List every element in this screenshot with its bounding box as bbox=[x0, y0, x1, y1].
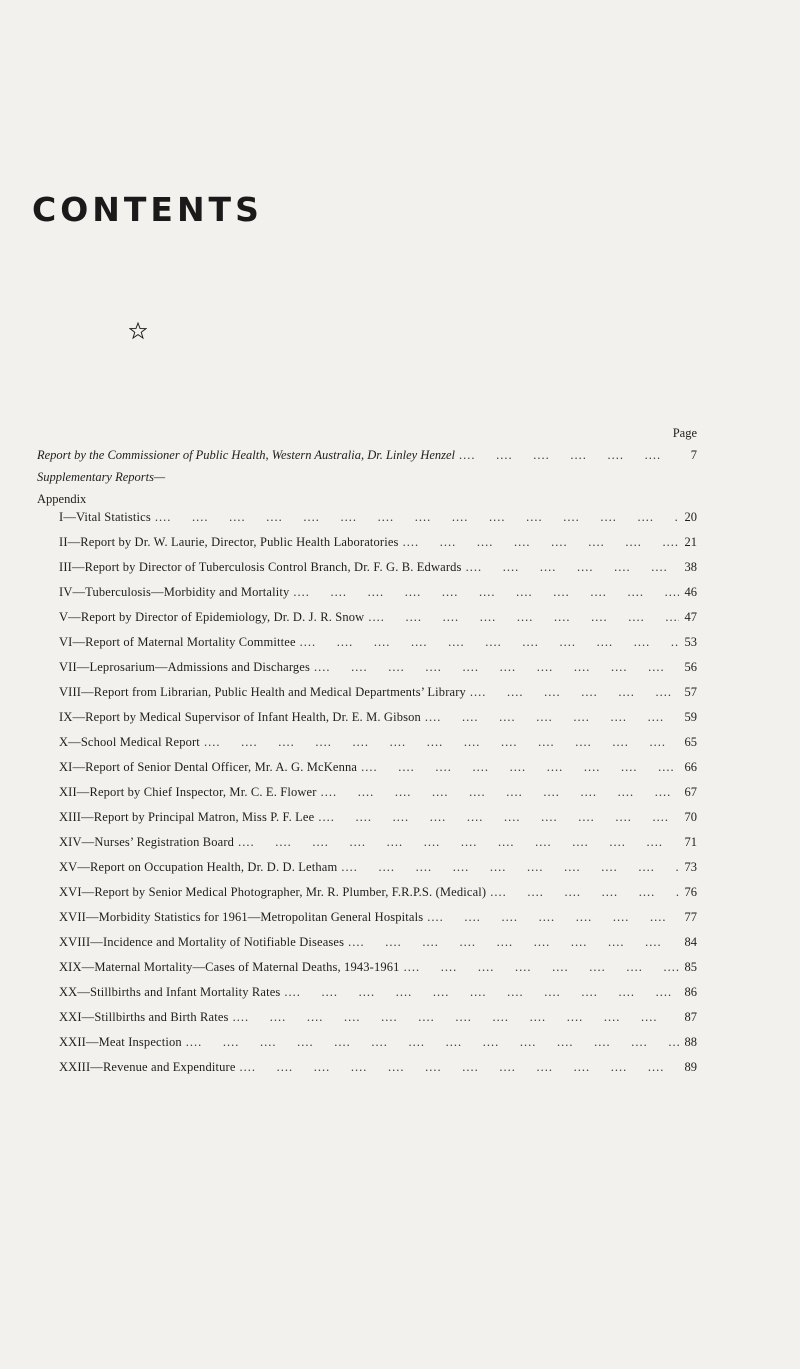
appendix-entry bbox=[37, 610, 697, 635]
main-entry bbox=[37, 448, 697, 470]
appendix-entry bbox=[37, 735, 697, 760]
appendix-entry-page: 53 bbox=[684, 635, 697, 649]
leader-dots bbox=[462, 560, 679, 575]
appendix-entry bbox=[37, 835, 697, 860]
appendix-entry-label: XVII—Morbidity Statistics for 1961—Metropolitan General Hospitals bbox=[59, 910, 424, 924]
appendix-entry bbox=[37, 660, 697, 685]
appendix-entry-page: 71 bbox=[684, 835, 697, 849]
appendix-list bbox=[37, 510, 697, 1085]
leader-dots bbox=[234, 835, 679, 850]
leader-dots bbox=[399, 535, 679, 550]
appendix-label: Appendix bbox=[37, 492, 87, 506]
appendix-entry bbox=[37, 885, 697, 910]
appendix-entry-page: 73 bbox=[684, 860, 697, 874]
appendix-entry-label: VIII—Report from Librarian, Public Health and Medical Departments’ Library bbox=[59, 685, 466, 699]
appendix-entry bbox=[37, 1060, 697, 1085]
appendix-entry bbox=[37, 985, 697, 1010]
appendix-entry bbox=[37, 1010, 697, 1035]
appendix-entry bbox=[37, 910, 697, 935]
contents-list bbox=[37, 448, 697, 1085]
appendix-entry-label: XIV—Nurses’ Registration Board bbox=[59, 835, 235, 849]
leader-dots bbox=[423, 910, 679, 925]
leader-dots bbox=[400, 960, 679, 975]
main-entry-label: Report by the Commissioner of Public Health, Western Australia, Dr. Linley Henzel bbox=[37, 448, 456, 462]
appendix-entry-page: 67 bbox=[684, 785, 697, 799]
appendix-entry bbox=[37, 535, 697, 560]
appendix-entry-label: XV—Report on Occupation Health, Dr. D. D. Letham bbox=[59, 860, 338, 874]
appendix-entry-label: IX—Report by Medical Supervisor of Infant Health, Dr. E. M. Gibson bbox=[59, 710, 421, 724]
leader-dots bbox=[421, 710, 679, 725]
appendix-entry-label: V—Report by Director of Epidemiology, Dr. D. J. R. Snow bbox=[59, 610, 365, 624]
appendix-entry-page: 46 bbox=[684, 585, 697, 599]
appendix-entry-page: 57 bbox=[684, 685, 697, 699]
appendix-entry-label: XIX—Maternal Mortality—Cases of Maternal Deaths, 1943-1961 bbox=[59, 960, 400, 974]
appendix-entry bbox=[37, 685, 697, 710]
appendix-entry-page: 38 bbox=[684, 560, 697, 574]
leader-dots bbox=[337, 860, 679, 875]
leader-dots bbox=[466, 685, 679, 700]
appendix-entry-label: VI—Report of Maternal Mortality Committee bbox=[59, 635, 296, 649]
appendix-entry bbox=[37, 560, 697, 585]
leader-dots bbox=[317, 785, 679, 800]
appendix-entry-label: III—Report by Director of Tuberculosis Control Branch, Dr. F. G. B. Edwards bbox=[59, 560, 462, 574]
appendix-entry-page: 85 bbox=[684, 960, 697, 974]
leader-dots bbox=[289, 585, 679, 600]
appendix-entry-label: VII—Leprosarium—Admissions and Discharges bbox=[59, 660, 311, 674]
appendix-entry-label: XXIII—Revenue and Expenditure bbox=[59, 1060, 236, 1074]
page-title: CONTENTS bbox=[32, 190, 263, 229]
leader-dots bbox=[236, 1060, 679, 1075]
appendix-entry-label: XX—Stillbirths and Infant Mortality Rates bbox=[59, 985, 281, 999]
appendix-entry-label: XIII—Report by Principal Matron, Miss P. F. Lee bbox=[59, 810, 315, 824]
appendix-entry-label: XXII—Meat Inspection bbox=[59, 1035, 182, 1049]
appendix-entry bbox=[37, 960, 697, 985]
appendix-entry-page: 86 bbox=[684, 985, 697, 999]
star-icon bbox=[129, 322, 147, 340]
main-entry-page: 7 bbox=[690, 448, 697, 462]
appendix-entry-page: 77 bbox=[684, 910, 697, 924]
appendix-entry-label: XXI—Stillbirths and Birth Rates bbox=[59, 1010, 229, 1024]
appendix-entry bbox=[37, 710, 697, 735]
supplementary-label: Supplementary Reports— bbox=[37, 470, 166, 484]
leader-dots bbox=[296, 635, 679, 650]
appendix-entry bbox=[37, 860, 697, 885]
appendix-entry-label: XVI—Report by Senior Medical Photographer, Mr. R. Plumber, F.R.P.S. (Medical) bbox=[59, 885, 487, 899]
appendix-entry-page: 84 bbox=[684, 935, 697, 949]
appendix-entry-page: 65 bbox=[684, 735, 697, 749]
appendix-entry bbox=[37, 935, 697, 960]
leader-dots bbox=[314, 810, 679, 825]
appendix-entry bbox=[37, 1035, 697, 1060]
leader-dots bbox=[344, 935, 679, 950]
leader-dots bbox=[229, 1010, 679, 1025]
appendix-entry-page: 89 bbox=[684, 1060, 697, 1074]
appendix-entry-page: 88 bbox=[684, 1035, 697, 1049]
leader-dots bbox=[455, 448, 679, 463]
leader-dots bbox=[364, 610, 679, 625]
appendix-entry-label: XII—Report by Chief Inspector, Mr. C. E. Flower bbox=[59, 785, 317, 799]
appendix-entry-page: 70 bbox=[684, 810, 697, 824]
appendix-entry bbox=[37, 785, 697, 810]
leader-dots bbox=[310, 660, 679, 675]
appendix-entry-label: I—Vital Statistics bbox=[59, 510, 151, 524]
appendix-entry bbox=[37, 585, 697, 610]
leader-dots bbox=[357, 760, 679, 775]
leader-dots bbox=[182, 1035, 679, 1050]
appendix-entry bbox=[37, 510, 697, 535]
appendix-entry-label: XVIII—Incidence and Mortality of Notifiable Diseases bbox=[59, 935, 345, 949]
appendix-entry-page: 87 bbox=[684, 1010, 697, 1024]
appendix-entry-label: II—Report by Dr. W. Laurie, Director, Public Health Laboratories bbox=[59, 535, 399, 549]
appendix-entry-label: IV—Tuberculosis—Morbidity and Mortality bbox=[59, 585, 290, 599]
appendix-entry-page: 56 bbox=[684, 660, 697, 674]
appendix-entry bbox=[37, 810, 697, 835]
leader-dots bbox=[151, 510, 679, 525]
appendix-entry-page: 20 bbox=[684, 510, 697, 524]
leader-dots bbox=[280, 985, 679, 1000]
page-column-label: Page bbox=[672, 426, 697, 440]
appendix-entry bbox=[37, 760, 697, 785]
leader-dots bbox=[486, 885, 679, 900]
appendix-entry-page: 47 bbox=[684, 610, 697, 624]
appendix-entry-page: 59 bbox=[684, 710, 697, 724]
appendix-entry-page: 66 bbox=[684, 760, 697, 774]
appendix-entry-label: X—School Medical Report bbox=[59, 735, 200, 749]
appendix-entry-page: 76 bbox=[684, 885, 697, 899]
appendix-entry-label: XI—Report of Senior Dental Officer, Mr. A. G. McKenna bbox=[59, 760, 358, 774]
leader-dots bbox=[200, 735, 679, 750]
appendix-entry bbox=[37, 635, 697, 660]
appendix-entry-page: 21 bbox=[684, 535, 697, 549]
